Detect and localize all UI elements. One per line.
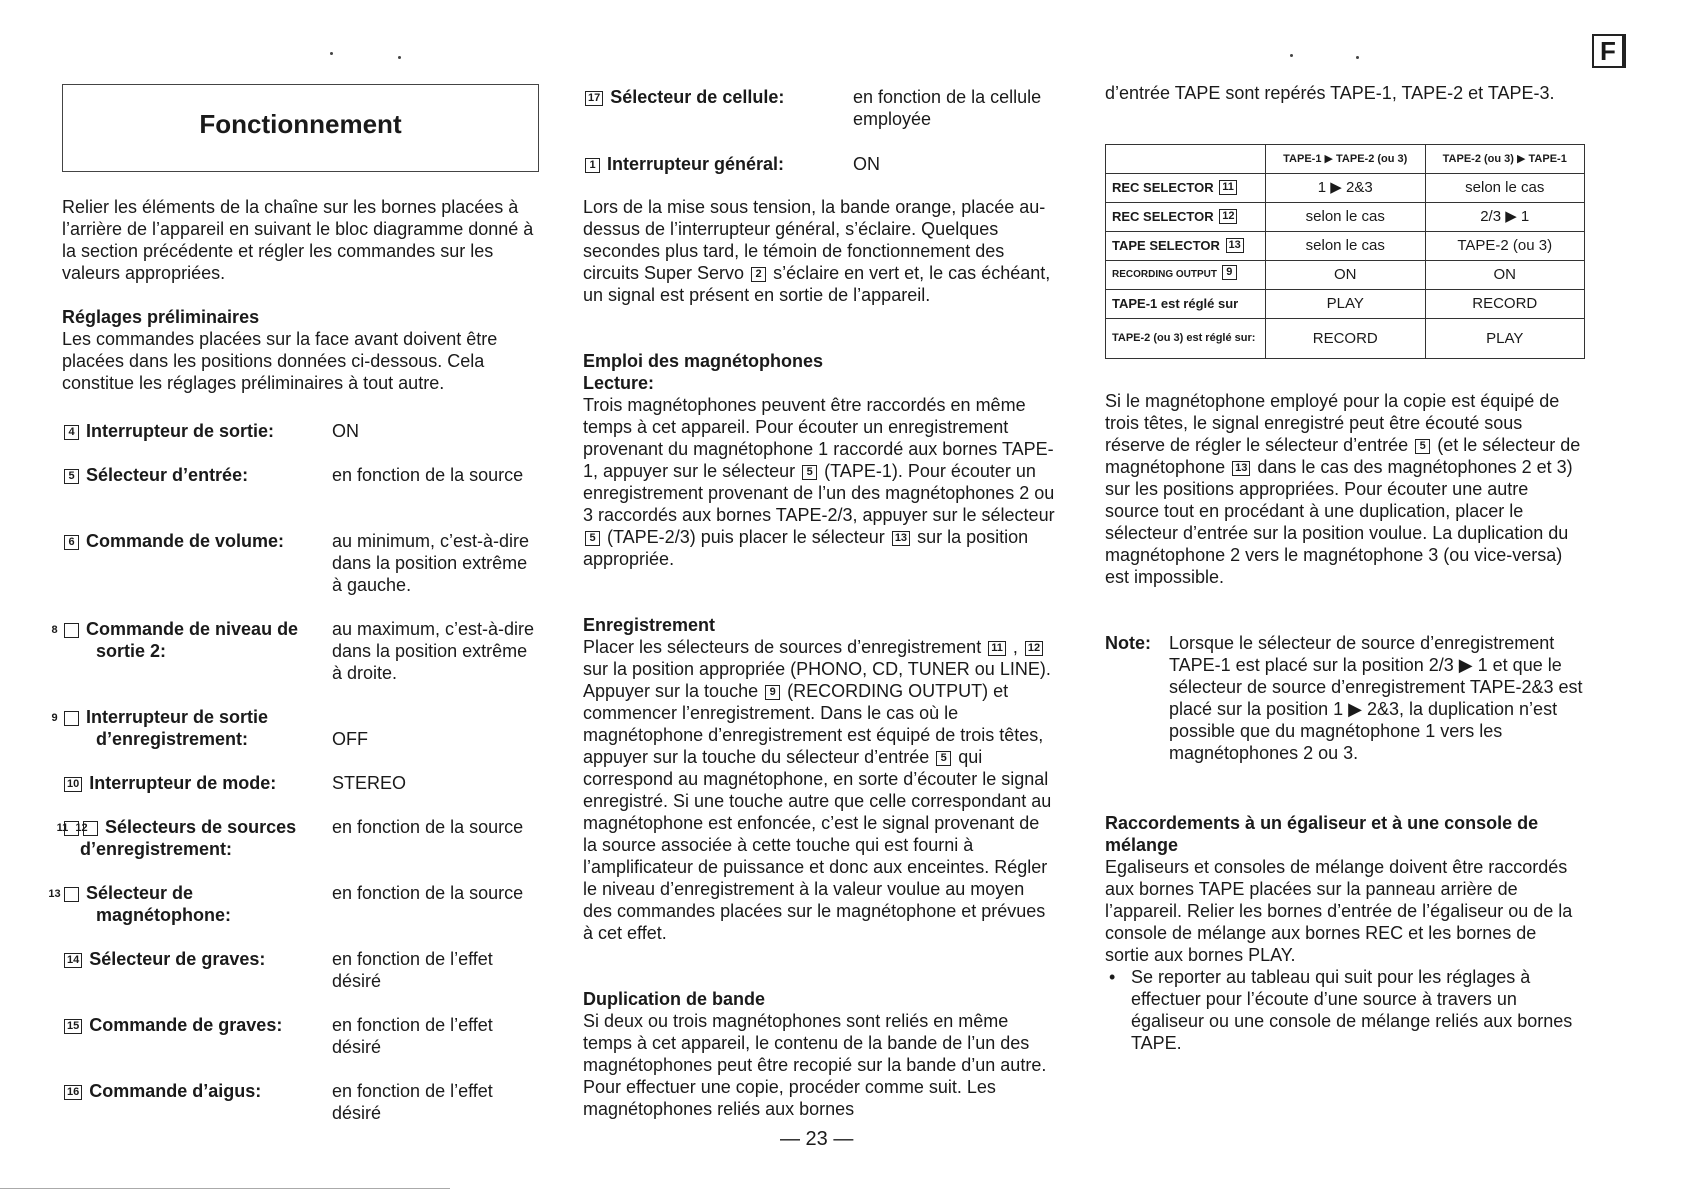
ref-number: 13 — [892, 531, 910, 546]
table-cell: selon le cas — [1266, 232, 1426, 261]
table-row — [1106, 290, 1585, 319]
ref-number: 9 — [1222, 265, 1237, 280]
ref-number: 9 — [765, 685, 780, 700]
ref-number: 12 — [1219, 209, 1237, 224]
intro-paragraph: Relier les éléments de la chaîne sur les bornes placées à l’arrière de l’appareil en suivant le bloc diagramme donné à la section précédente et régler les commandes sur les valeurs appropriées. — [62, 197, 534, 283]
text-run: sur la position appropriée (PHONO, CD, TUNER ou LINE). Appuyer sur la touche — [583, 659, 1051, 701]
section-heading: Raccordements à un égaliseur et à une console de mélange — [1105, 813, 1539, 855]
setting-value: en fonction de la source — [332, 817, 524, 837]
ref-number: 5 — [585, 531, 600, 546]
text-run: Si le magnétophone employé pour la copie est équipé de trois têtes, le signal enregistré peut être écouté sous réserve de régler le sélecteur d’entrée — [1105, 391, 1560, 455]
text-run: Lors de la mise sous tension, la bande orange, placée au-dessus de l’interrupteur général, s’éclaire. Quelques secondes plus tard, le témoin de fonctionnement des circuits Super Servo — [583, 197, 1046, 283]
preliminary-settings — [62, 306, 542, 394]
scan-dot — [330, 52, 333, 55]
text-run: REC SELECTOR — [1112, 209, 1214, 224]
setting-value: OFF — [332, 729, 368, 749]
table-cell: ON — [1425, 261, 1585, 290]
lecture-paragraph — [583, 394, 1058, 570]
table-cell: RECORD — [1425, 290, 1585, 319]
ref-number: 5 — [64, 469, 79, 484]
setting-label: Sélecteurs de sources d’enregistrement: — [80, 817, 297, 859]
racc-section — [1105, 812, 1585, 1054]
ref-number: 1 — [585, 158, 600, 173]
enregistrement-section — [583, 614, 1058, 944]
setting-value: au maximum, c’est-à-dire dans la position extrême à droite. — [332, 619, 535, 683]
setting-value: en fonction de la source — [332, 883, 524, 903]
ref-number: 13 — [1226, 238, 1244, 253]
section-heading: Emploi des magnétophones — [583, 351, 824, 371]
table-row — [1106, 261, 1585, 290]
setting-value: STEREO — [332, 773, 407, 793]
setting-value: en fonction de la source — [332, 465, 524, 485]
subsection-heading: Lecture: — [583, 373, 655, 393]
ref-number: 17 — [585, 91, 603, 106]
setting-value: au minimum, c’est-à-dire dans la position extrême à gauche. — [332, 531, 530, 595]
ref-number: 5 — [1415, 439, 1430, 454]
section-heading: Enregistrement — [583, 615, 716, 635]
ref-number: 5 — [936, 751, 951, 766]
duplication-section — [583, 988, 1058, 1120]
text-run: , — [1012, 637, 1018, 657]
table-cell: PLAY — [1266, 290, 1426, 319]
row-label — [1106, 203, 1266, 232]
setting-value: en fonction de l’effet désiré — [332, 949, 493, 991]
page-language-badge: F — [1592, 34, 1626, 68]
text-run: Placer les sélecteurs de sources d’enregistrement — [583, 637, 982, 657]
ref-number: 11 — [64, 821, 79, 836]
setting-label: Commande de graves: — [89, 1015, 283, 1035]
text-run: (et le sélecteur de magnétophone — [1105, 435, 1581, 477]
table-row — [1106, 174, 1585, 203]
preliminary-text: Les commandes placées sur la face avant doivent être placées dans les positions données ci-dessous. Cela constitue les réglages préliminaires à tout autre. — [62, 329, 498, 393]
ref-number: 13 — [64, 887, 79, 902]
preliminary-heading: Réglages préliminaires — [62, 307, 260, 327]
row-label — [1106, 319, 1266, 359]
ref-number: 10 — [64, 777, 82, 792]
ref-number: 2 — [751, 267, 766, 282]
setting-label: Commande de niveau de sortie 2: — [86, 619, 299, 661]
setting-label: Commande d’aigus: — [89, 1081, 262, 1101]
setting-label: Interrupteur de mode: — [89, 773, 277, 793]
table-cell: PLAY — [1425, 319, 1585, 359]
setting-value: en fonction de la cellule employée — [853, 87, 1042, 129]
note-label: Note: — [1105, 633, 1151, 653]
row-label — [1106, 174, 1266, 203]
text-run: Trois magnétophones peuvent être raccordés en même temps à cet appareil. Pour écouter un enregistrement provenant du magnétophone 1 raccordé aux bornes TAPE-1, appuyer sur le sélecteur — [583, 395, 1054, 481]
ref-number: 11 — [988, 641, 1006, 656]
ref-number: 12 — [1025, 641, 1043, 656]
duplication-paragraph: Si deux ou trois magnétophones sont reliés en même temps à cet appareil, le contenu de la bande de l’un des magnétophones peut être recopié sur la bande d’un autre. Pour effectuer une copie, procéder comme suit. Les magnétophones reliés aux bornes — [583, 1011, 1047, 1119]
page-number: — 23 — — [780, 1128, 854, 1150]
scan-dot — [1290, 54, 1293, 57]
row-label — [1106, 232, 1266, 261]
text-run: (TAPE-2/3) puis placer le sélecteur — [607, 527, 885, 547]
table-header-row — [1106, 145, 1585, 174]
ref-number: 11 — [1219, 180, 1237, 195]
enregistrement-paragraph — [583, 636, 1058, 944]
text-run: TAPE SELECTOR — [1112, 238, 1220, 253]
ref-number: 13 — [1232, 461, 1250, 476]
text-run: (TAPE-1). Pour écouter un enregistrement provenant de l’un des magnétophones 2 ou 3 raccordés aux bornes TAPE-2/3, appuyer sur le sélecteur — [583, 461, 1055, 525]
bullet-text: Se reporter au tableau qui suit pour les réglages à effectuer pour l’écoute d’une source à travers un égaliseur ou une console de mélange reliés aux bornes TAPE. — [1131, 967, 1573, 1053]
table-cell: 1 ▶ 2&3 — [1266, 174, 1426, 203]
table-cell: RECORD — [1266, 319, 1426, 359]
setting-label: Interrupteur de sortie d’enregistrement: — [86, 707, 269, 749]
ref-number: 16 — [64, 1085, 82, 1100]
table-header-cell: TAPE-2 (ou 3) ▶ TAPE-1 — [1425, 145, 1585, 174]
setting-value: en fonction de l’effet désiré — [332, 1081, 493, 1123]
duplication-paragraph — [1105, 390, 1585, 588]
table-cell: TAPE-2 (ou 3) — [1425, 232, 1585, 261]
ref-number: 9 — [64, 711, 79, 726]
table-cell: selon le cas — [1425, 174, 1585, 203]
ref-number: 15 — [64, 1019, 82, 1034]
text-run: dans le cas des magnétophones 2 et 3) sur les positions appropriées. Pour écouter une autre source tout en procédant à une duplication, placer le sélecteur d’entrée sur la position voulue. La duplication du magnétophone 2 vers le magnétophone 3 (ou vice-versa) est impossible. — [1105, 457, 1573, 587]
text-run: s’éclaire en vert et, le cas échéant, un signal est présent en sortie de l’appareil. — [583, 263, 1051, 305]
text-run: TAPE-2 (ou 3) est réglé sur: — [1112, 332, 1256, 344]
setting-value: en fonction de l’effet désiré — [332, 1015, 493, 1057]
ref-number: 5 — [802, 465, 817, 480]
power-paragraph — [583, 196, 1058, 306]
text-run: TAPE-1 est réglé sur — [1112, 296, 1239, 311]
text-run: RECORDING OUTPUT — [1112, 269, 1217, 280]
setting-label: Interrupteur général: — [607, 154, 785, 174]
note-text: Lorsque le sélecteur de source d’enregistrement TAPE-1 est placé sur la position 2/3 ▶ 1 et que le sélecteur de source d’enregistrement TAPE-2&3 est placé sur la position 1 ▶ 2&3, la duplication n’est possible que du magnétophone 1 vers les magnétophones 2 ou 3. — [1169, 633, 1583, 763]
bullet-icon: • — [1109, 967, 1116, 987]
table-cell: ON — [1266, 261, 1426, 290]
lecture-section — [583, 350, 1058, 570]
setting-label: Interrupteur de sortie: — [86, 421, 275, 441]
text-run: (RECORDING OUTPUT) et commencer l’enregistrement. Dans le cas où le magnétophone d’enregistrement est équipé de trois têtes, appuyer sur la touche du sélecteur d’entrée — [583, 681, 1044, 767]
ref-number: 12 — [83, 821, 98, 836]
racc-paragraph: Egaliseurs et consoles de mélange doivent être raccordés aux bornes TAPE placées sur la panneau arrière de l’appareil. Relier les bornes d’entrée de l’égaliseur ou de la console de mélange aux bornes REC et les bornes de sortie aux bornes PLAY. — [1105, 857, 1573, 965]
section-title-box — [62, 84, 539, 172]
ref-number: 14 — [64, 953, 82, 968]
bullet-item — [1105, 966, 1585, 1054]
scan-dot — [398, 56, 401, 59]
footer-rule — [0, 1188, 450, 1189]
setting-label: Sélecteur d’entrée: — [86, 465, 249, 485]
text-run: sur la position appropriée. — [583, 527, 1029, 569]
ref-number: 8 — [64, 623, 79, 638]
setting-label: Sélecteur de cellule: — [610, 87, 785, 107]
table-row — [1106, 319, 1585, 359]
table-header-cell: TAPE-1 ▶ TAPE-2 (ou 3) — [1266, 145, 1426, 174]
setting-label: Commande de volume: — [86, 531, 285, 551]
continued-paragraph: d’entrée TAPE sont repérés TAPE-1, TAPE-2 et TAPE-3. — [1105, 83, 1555, 103]
ref-number: 6 — [64, 535, 79, 550]
setting-label: Sélecteur de magnétophone: — [86, 883, 231, 925]
page-title: Fonctionnement — [199, 109, 402, 139]
table-row — [1106, 203, 1585, 232]
duplication-table — [1105, 144, 1585, 359]
scan-dot — [1356, 56, 1359, 59]
section-heading: Duplication de bande — [583, 989, 766, 1009]
setting-value: ON — [332, 421, 359, 441]
table-row — [1106, 232, 1585, 261]
row-label — [1106, 290, 1266, 319]
text-run: qui correspond au magnétophone, en sorte d’écouter le signal enregistré. Si une touche autre que celle correspondant au magnétophone est enfoncée, c’est le signal provenant de la source associée à cette touche qui est fourni à l’amplificateur de puissance et donc aux enceintes. Régler le niveau d’enregistrement à la valeur voulue au moyen des commandes placées sur le magnétophone et prévues à cet effet. — [583, 747, 1052, 943]
table-cell: selon le cas — [1266, 203, 1426, 232]
ref-number: 4 — [64, 425, 79, 440]
row-label — [1106, 261, 1266, 290]
table-cell: 2/3 ▶ 1 — [1425, 203, 1585, 232]
setting-value: ON — [853, 154, 880, 174]
table-header-cell — [1106, 145, 1266, 174]
text-run: REC SELECTOR — [1112, 180, 1214, 195]
setting-label: Sélecteur de graves: — [89, 949, 266, 969]
